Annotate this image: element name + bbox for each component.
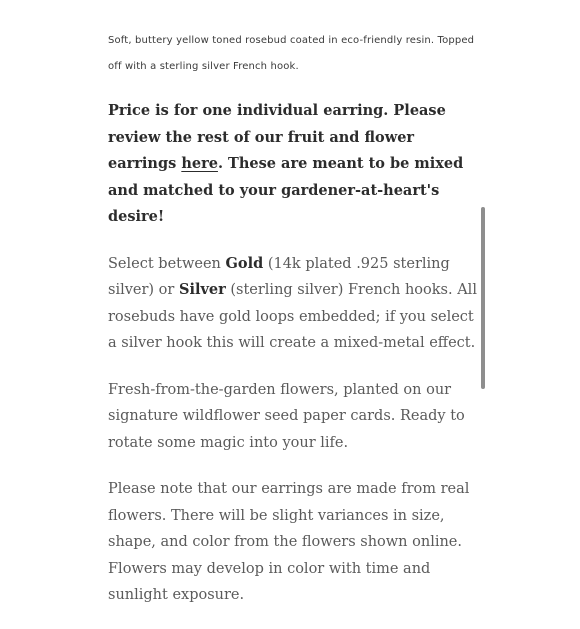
product-description: [108, 28, 478, 629]
hook-options-paragraph: [108, 251, 478, 357]
pricing-notice: [108, 98, 478, 231]
silver-option-label: Silver: [178, 281, 226, 298]
hook-options-prefix: Select between: [108, 255, 226, 272]
pricing-notice-text: Price is for one individual earring. Please review the rest of our fruit and flower earrings: [108, 102, 446, 172]
pricing-notice-text-end: . These are meant to be mixed and matched to your gardener-at-heart's desire!: [108, 155, 464, 225]
hook-options-suffix: (sterling silver) French hooks. All rosebuds have gold loops embedded; if you select a silver hook this will create a mixed-metal effect.: [108, 282, 477, 351]
earrings-collection-link[interactable]: here: [181, 155, 218, 172]
variance-note-paragraph: Please note that our earrings are made from real flowers. There will be slight variances in size, shape, and color from the flowers shown online. Flowers may develop in color with time and sunlight exposure.: [108, 481, 470, 603]
scrollbar-thumb[interactable]: [481, 207, 485, 389]
intro-text: Soft, buttery yellow toned rosebud coated in eco-friendly resin. Topped off with a sterling silver French hook.: [108, 35, 475, 72]
flowers-paragraph: Fresh-from-the-garden flowers, planted on our signature wildflower seed paper cards. Ready to rotate some magic into your life.: [108, 381, 465, 451]
gold-option-label: Gold: [225, 254, 264, 272]
gold-option-detail: (14k plated .925 sterling silver) or: [108, 255, 450, 298]
